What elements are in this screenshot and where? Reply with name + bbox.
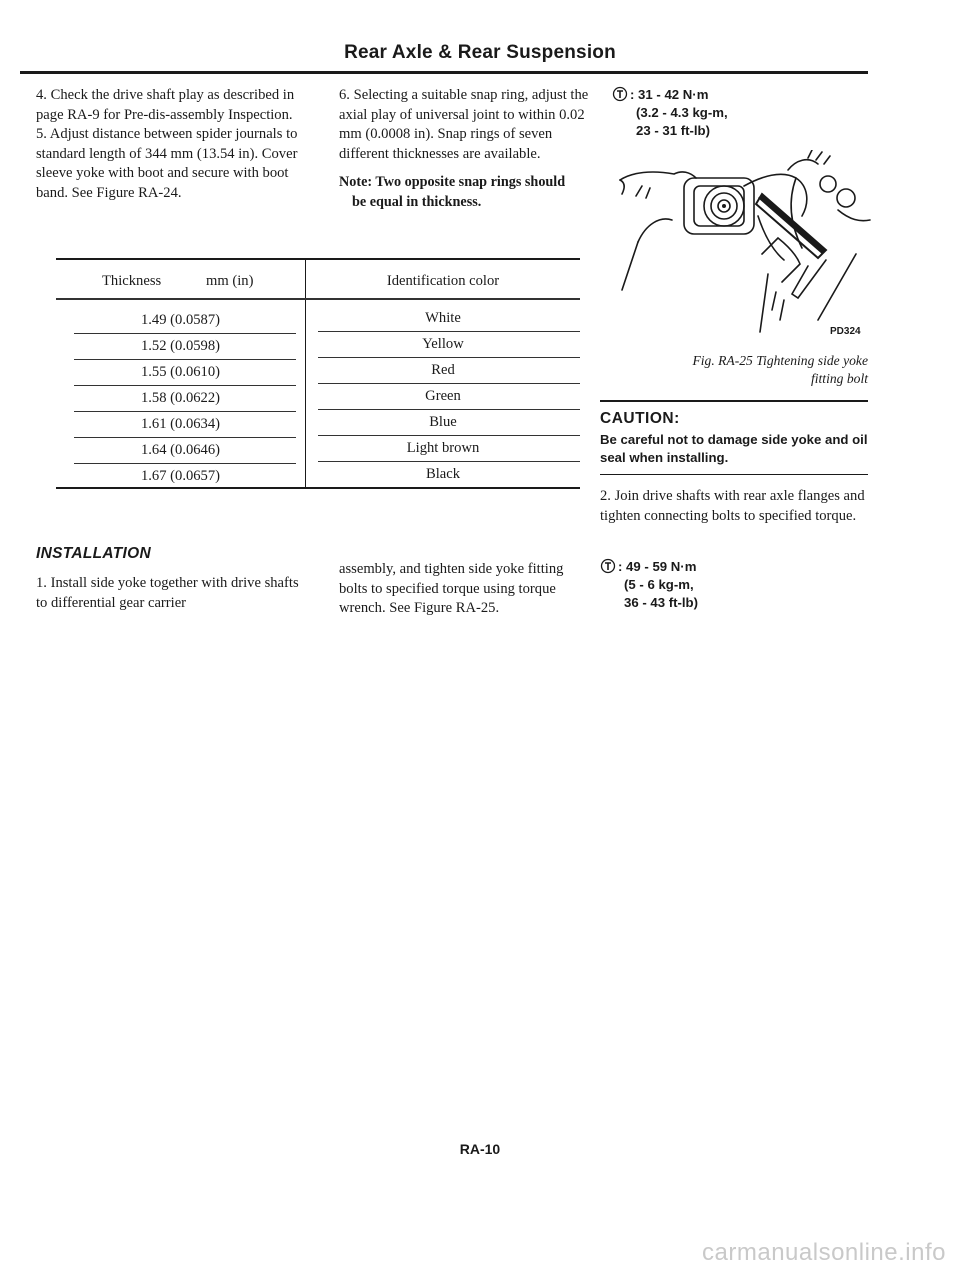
table-bottom-rule — [56, 487, 580, 489]
figure-ra-25-illustration — [612, 150, 874, 340]
caution-heading: CAUTION: — [600, 410, 680, 427]
row-rule — [318, 331, 580, 332]
step-2-text: 2. Join drive shafts with rear axle flanges and tighten connecting bolts to specified torque. — [600, 488, 865, 524]
torque-wrench-icon — [612, 86, 628, 102]
table-row-thickness: 1.58 (0.0622) — [140, 390, 221, 406]
row-rule — [74, 411, 296, 412]
table-row-color: Green — [425, 388, 461, 404]
step-6-text: 6. Selecting a suitable snap ring, adjust the axial play of universal joint to within 0.02 mm (0.0008 in). Snap rings of seven different thicknesses are available. — [339, 87, 589, 162]
header-rule — [20, 71, 868, 74]
table-row-color: White — [425, 310, 461, 326]
column-1-text — [36, 86, 298, 203]
caution-text: Be careful not to damage side yoke and oil seal when installing. — [600, 432, 868, 465]
step-4-text: 4. Check the drive shaft play as described in page RA-9 for Pre-dis-assembly Inspection. — [36, 87, 295, 123]
table-row-color: Blue — [429, 414, 457, 430]
row-rule — [318, 383, 580, 384]
row-rule — [74, 359, 296, 360]
torque-nm: : 31 - 42 N·m — [630, 87, 709, 102]
row-rule — [74, 385, 296, 386]
caution-rule — [600, 474, 868, 475]
figure-code: PD324 — [830, 326, 861, 337]
torque-kgm: (3.2 - 4.3 kg-m, — [636, 105, 728, 120]
step-5-text: 5. Adjust distance between spider journals to standard length of 344 mm (13.54 in). Cover sleeve yoke with boot and secure with boot band. See Figure RA-24. — [36, 126, 298, 201]
installation-step-1: 1. Install side yoke together with drive shafts to differential gear carrier — [36, 575, 299, 611]
table-row-color: Red — [431, 362, 455, 378]
page-header-title: Rear Axle & Rear Suspension — [344, 42, 616, 63]
table-row-thickness: 1.55 (0.0610) — [140, 364, 221, 380]
torque-wrench-icon — [600, 558, 616, 574]
torque-kgm: (5 - 6 kg-m, — [624, 577, 694, 592]
figure-caption-line-1: Fig. RA-25 Tightening side yoke — [692, 353, 868, 368]
page-number: RA-10 — [459, 1141, 501, 1157]
header-identification-color: Identification color — [386, 273, 500, 289]
figure-caption-line-2: fitting bolt — [810, 371, 868, 386]
header-unit: mm (in) — [206, 273, 254, 289]
torque-spec-connecting-bolts — [600, 558, 698, 612]
table-row-thickness: 1.64 (0.0646) — [140, 442, 221, 458]
note-line-1: Note: Two opposite snap rings should — [339, 174, 566, 190]
table-top-rule — [56, 258, 580, 260]
table-row-thickness: 1.67 (0.0657) — [140, 468, 221, 484]
row-rule — [318, 357, 580, 358]
table-row-thickness: 1.52 (0.0598) — [140, 338, 221, 354]
torque-spec-side-yoke — [612, 86, 728, 140]
installation-heading: INSTALLATION — [36, 545, 151, 562]
table-row-color: Black — [425, 466, 461, 482]
row-rule — [74, 463, 296, 464]
header-rule-line — [56, 298, 580, 300]
torque-ftlb: 23 - 31 ft-lb) — [636, 123, 711, 138]
torque-nm: : 49 - 59 N·m — [618, 559, 697, 574]
caption-rule — [600, 400, 868, 402]
table-row-color: Light brown — [406, 440, 480, 456]
note — [339, 173, 589, 212]
table-row-color: Yellow — [422, 336, 464, 352]
installation-step-1-continued: assembly, and tighten side yoke fitting bolts to specified torque using torque wrench. See Figure RA-25. — [339, 561, 564, 616]
figure-caption — [600, 352, 868, 388]
note-line-2: be equal in thickness. — [352, 193, 482, 210]
row-rule — [318, 461, 580, 462]
column-2-text — [339, 86, 589, 212]
row-rule — [318, 409, 580, 410]
torque-ftlb: 36 - 43 ft-lb) — [624, 595, 699, 610]
table-row-thickness: 1.49 (0.0587) — [140, 312, 221, 328]
row-rule — [318, 435, 580, 436]
header-thickness: Thickness — [102, 273, 162, 289]
row-rule — [74, 437, 296, 438]
table-row-thickness: 1.61 (0.0634) — [140, 416, 221, 432]
watermark: carmanualsonline.info — [702, 1239, 946, 1266]
row-rule — [74, 333, 296, 334]
